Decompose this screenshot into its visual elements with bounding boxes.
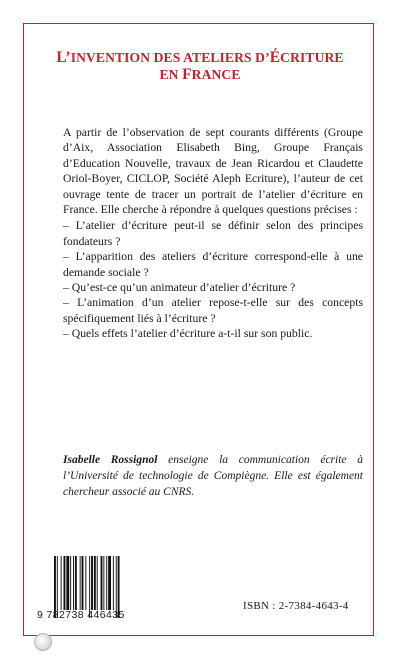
question-item: – L’apparition des ateliers d’écriture correspond-elle à une demande sociale ? — [63, 250, 363, 279]
author-bio-text: enseigne la communication écrite à l’Université de technologie de Compiègne. Elle est également chercheur associé au CNRS. — [63, 454, 363, 498]
question-list — [63, 218, 363, 341]
barcode-digits: 9 782738 446435 — [37, 609, 125, 621]
question-item: – Qu’est-ce qu’un animateur d’atelier d’écriture ? — [63, 281, 296, 295]
author-bio — [63, 452, 363, 500]
summary-intro: A partir de l’observation de sept courants différents (Groupe d’Aix, Association Elisabeth Bing, Groupe Français d’Education Nouvelle, travaux de Jean Ricardou et Claudette Oriol-Boyer, CICLOP, Société Aleph Ecriture), l’auteur de cet ouvrage tente de tracer un portrait de l’atelier d’écriture en France. Elle cherche à répondre à quelques questions précises : — [63, 126, 363, 217]
title-text-3: EN — [159, 67, 183, 82]
isbn-number: ISBN : 2-7384-4643-4 — [243, 600, 349, 612]
title-cap-l: L’ — [56, 49, 71, 66]
summary-text — [63, 125, 363, 342]
title-text-4: RANCE — [191, 67, 241, 82]
sticker-icon — [34, 633, 52, 651]
question-item: – L’animation d’un atelier repose-t-elle sur des concepts spécifiquement liés à l’écriture ? — [63, 296, 363, 325]
question-item: – Quels effets l’atelier d’écriture a-t-il sur son public. — [63, 327, 313, 341]
title-text-1: INVENTION DES ATELIERS D’ — [70, 50, 270, 65]
title-line-2 — [0, 66, 400, 83]
author-name: Isabelle Rossignol — [63, 454, 158, 466]
title-cap-e: É — [269, 49, 281, 66]
title-text-2: CRITURE — [280, 50, 344, 65]
title-line-1 — [0, 49, 400, 66]
book-title — [0, 49, 400, 83]
title-cap-f: F — [182, 66, 192, 83]
question-item: – L’atelier d’écriture peut-il se définir selon des principes fondateurs ? — [63, 219, 363, 248]
